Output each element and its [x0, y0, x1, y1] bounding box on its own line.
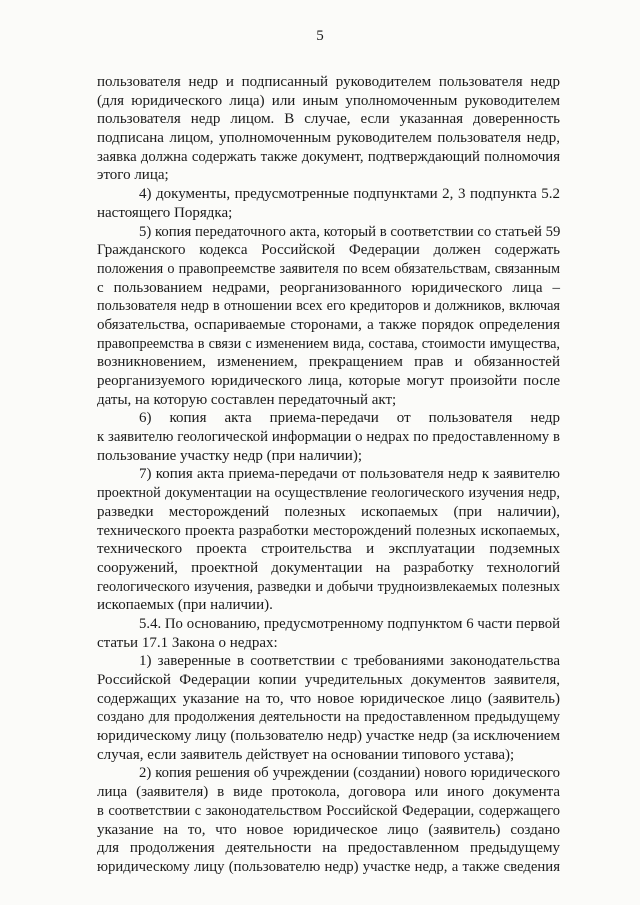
- text-line: технического проекта строительства и эксплуатации подземных: [97, 541, 560, 558]
- text-line: возникновением, изменением, прекращением прав и обязанностей: [97, 354, 560, 371]
- paragraph: [97, 652, 560, 764]
- text-line: 4) документы, предусмотренные подпунктами 2, 3 подпункта 5.2: [139, 186, 560, 203]
- text-line: 5) копия передаточного акта, который в соответствии со статьей 59: [139, 223, 561, 240]
- paragraph: [97, 73, 560, 185]
- text-line: лица (заявителя) в виде протокола, договора или иного документа: [97, 784, 560, 801]
- text-line: юридическому лицу (пользователю недр) участке недр (за исключением: [97, 728, 560, 745]
- text-line: Российской Федерации копии учредительных документов заявителя,: [97, 672, 560, 688]
- text-line: технического проекта разработки месторождений полезных ископаемых,: [97, 522, 560, 539]
- text-line: заявка должна содержать также документ, подтверждающий полномочия: [97, 148, 560, 165]
- text-line: пользование участку недр (при наличии);: [97, 447, 362, 464]
- text-line: содержащих указание на то, что новое юридическое лицо (заявитель): [97, 690, 560, 707]
- text-line: ископаемых (при наличии).: [97, 597, 273, 614]
- text-line: 1) заверенные в соответствии с требованиями законодательства: [139, 653, 560, 670]
- text-line: положения о правопреемстве заявителя по всем обязательствам, связанным: [97, 260, 560, 277]
- text-line: пользователя недр в отношении всех его кредиторов и должников, включая: [97, 298, 560, 315]
- text-line: статьи 17.1 Закона о недрах:: [97, 634, 278, 651]
- text-line: случая, если заявитель действует на основании типового устава);: [97, 746, 515, 763]
- document-body: [97, 73, 560, 877]
- text-line: в соответствии с законодательством Российской Федерации, содержащего: [97, 802, 560, 819]
- text-line: (для юридического лица) или иным уполномоченным руководителем: [97, 92, 560, 109]
- text-line: этого лица;: [97, 167, 169, 184]
- text-line: юридическому лицу (пользователю недр) участке недр, а также сведения: [97, 858, 560, 875]
- paragraph: [97, 465, 560, 615]
- text-line: пользователя недр лицом. В случае, если указанная доверенность: [97, 111, 560, 128]
- text-line: пользователя недр и подписанный руководителем пользователя недр: [97, 74, 560, 90]
- text-line: создано для продолжения деятельности на предоставленном предыдущему: [97, 709, 560, 726]
- text-line: правопреемства в связи с изменением вида, состава, стоимости имущества,: [97, 335, 560, 352]
- text-line: геологического изучения, разведки и добычи трудноизвлекаемых полезных: [97, 578, 560, 595]
- paragraph: [97, 764, 560, 876]
- text-line: разведки месторождений полезных ископаемых (при наличии),: [97, 503, 560, 520]
- paragraph: [97, 615, 560, 652]
- text-line: подписана лицом, уполномоченным руководителем пользователя недр,: [97, 130, 560, 147]
- text-line: Гражданского кодекса Российской Федерации должен содержать: [97, 242, 560, 259]
- text-line: для продолжения деятельности на предоставленном предыдущему: [97, 840, 560, 857]
- text-line: даты, на которую составлен передаточный акт;: [97, 391, 397, 408]
- text-line: 6) копия акта приема-передачи от пользователя недр: [139, 410, 560, 427]
- page-number: 5: [316, 28, 324, 44]
- paragraph: [97, 223, 560, 410]
- text-line: сооружений, проектной документации на разработку технологий: [97, 559, 560, 576]
- text-line: 2) копия решения об учреждении (создании) нового юридического: [139, 765, 560, 782]
- text-line: с пользованием недрами, реорганизованного юридического лица –: [97, 279, 560, 296]
- text-line: к заявителю геологической информации о недрах по предоставленному в: [97, 429, 560, 446]
- text-line: 5.4. По основанию, предусмотренному подпунктом 6 части первой: [139, 615, 560, 632]
- text-line: проектной документации на осуществление геологического изучения недр,: [97, 485, 560, 502]
- text-line: обязательства, оспариваемые сторонами, а также порядок определения: [97, 316, 560, 333]
- text-line: указание на то, что новое юридическое лицо (заявитель) создано: [97, 821, 560, 838]
- text-line: реорганизуемого юридического лица, которые могут произойти после: [97, 373, 560, 389]
- paragraph: [97, 409, 560, 465]
- text-line: 7) копия акта приема-передачи от пользователя недр к заявителю: [139, 466, 560, 483]
- paragraph: [97, 185, 560, 222]
- text-line: настоящего Порядка;: [97, 204, 233, 221]
